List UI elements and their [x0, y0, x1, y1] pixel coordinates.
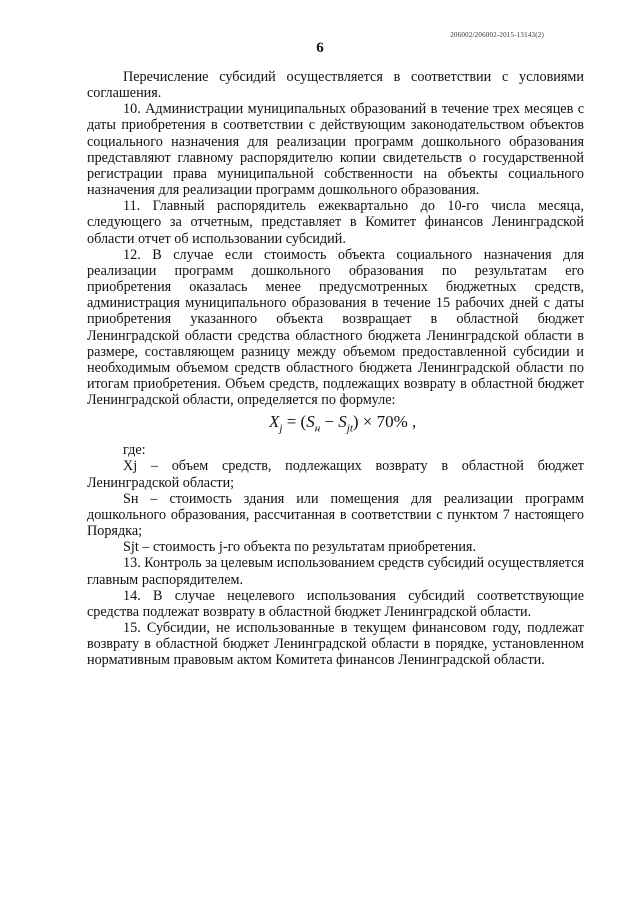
paragraph-10: 10. Администрации муниципальных образований в течение трех месяцев с даты приобретения в соответствии с действующим законодательством объектов социального назначения для реализации программ дошкольного образования представляют главному распорядителю копии свидетельств о государственной регистрации права муниципальной собственности на объекты социального назначения для реализации программ дошкольного образования. [87, 101, 584, 199]
where-label: где: [123, 442, 146, 459]
paragraph-11: 11. Главный распорядитель ежеквартально до 10-го числа месяца, следующего за отчетным, представляет в Комитет финансов Ленинградской области отчет об использовании субсидий. [87, 198, 584, 247]
definition-xj: Xj – объем средств, подлежащих возврату в областной бюджет Ленинградской области; [87, 458, 584, 491]
document-id: 206002/206002-2015-13143(2) [450, 31, 544, 39]
formula-minus: − [320, 412, 339, 432]
formula-s1: S [306, 412, 315, 432]
definition-sn: Sн – стоимость здания или помещения для реализации программ дошкольного образования, рассчитанная в соответствии с пунктом 7 настоящего Порядка; [87, 490, 584, 540]
formula-lhs-sub: j [279, 422, 283, 435]
formula-s2-sub: jt [346, 422, 353, 435]
formula-rest: ) × 70% , [352, 412, 417, 432]
formula-lhs: X [269, 412, 280, 432]
document-body [87, 69, 584, 668]
formula-eq: = ( [282, 412, 307, 432]
paragraph-12: 12. В случае если стоимость объекта социального назначения для реализации программ дошкольного образования по результатам его приобретения оказалась менее предусмотренных бюджетных средств, администрация муниципального образования в течение 15 рабочих дней с даты приобретения указанного объекта возвращает в областной бюджет Ленинградской области средства областного бюджета Ленинградской области в размере, составляющем разницу между объемом предоставленной субсидии и необходимым объемом средств областного бюджета Ленинградской области по итогам приобретения. Объем средств, подлежащих возврату в областной бюджет Ленинградской области, определяется по формуле: [87, 246, 584, 409]
definition-sjt: Sjt – стоимость j-го объекта по результатам приобретения. [123, 539, 477, 556]
paragraph-13: 13. Контроль за целевым использованием средств субсидий осуществляется главным распорядителем. [87, 555, 584, 588]
formula [87, 408, 584, 442]
formula-s1-sub: н [314, 422, 321, 435]
paragraph-transfer: Перечисление субсидий осуществляется в соответствии с условиями соглашения. [87, 69, 584, 102]
paragraph-14: 14. В случае нецелевого использования субсидий соответствующие средства подлежат возврату в областной бюджет Ленинградской области. [87, 587, 584, 620]
paragraph-15: 15. Субсидии, не использованные в текущем финансовом году, подлежат возврату в областной бюджет Ленинградской области в порядке, установленном нормативным правовым актом Комитета финансов Ленинградской области. [87, 620, 584, 669]
formula-s2: S [338, 412, 347, 432]
page-number: 6 [316, 40, 324, 56]
